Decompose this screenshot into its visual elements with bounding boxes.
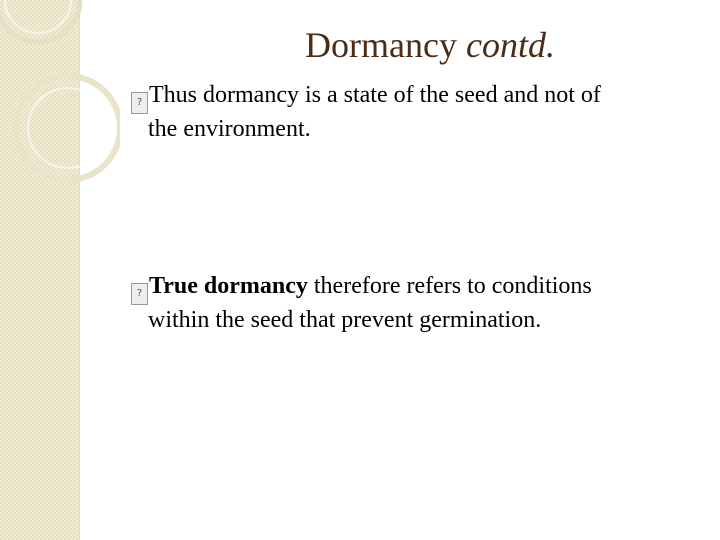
bullet-marker-icon: ?	[131, 92, 148, 114]
bullet-1-line-1: Thus dormancy is a state of the seed and not of	[149, 82, 601, 108]
bullet-2-bold-term: True dormancy	[149, 273, 308, 299]
title-main: Dormancy	[305, 25, 466, 65]
deco-circle-middle-inner	[28, 88, 108, 168]
slide-title	[200, 24, 660, 66]
bullet-1-line-2: the environment.	[148, 116, 311, 142]
deco-circle-middle	[16, 76, 120, 180]
deco-circle-top-inner	[5, 0, 71, 33]
bullet-2-line-2: within the seed that prevent germination.	[148, 307, 542, 333]
title-italic: contd.	[465, 25, 555, 65]
bullet-marker-icon: ?	[131, 283, 148, 305]
bullet-2	[131, 271, 691, 335]
decorative-circles	[0, 0, 120, 240]
bullet-1	[131, 80, 691, 144]
bullet-2-line-1-rest: therefore refers to conditions	[307, 273, 592, 299]
